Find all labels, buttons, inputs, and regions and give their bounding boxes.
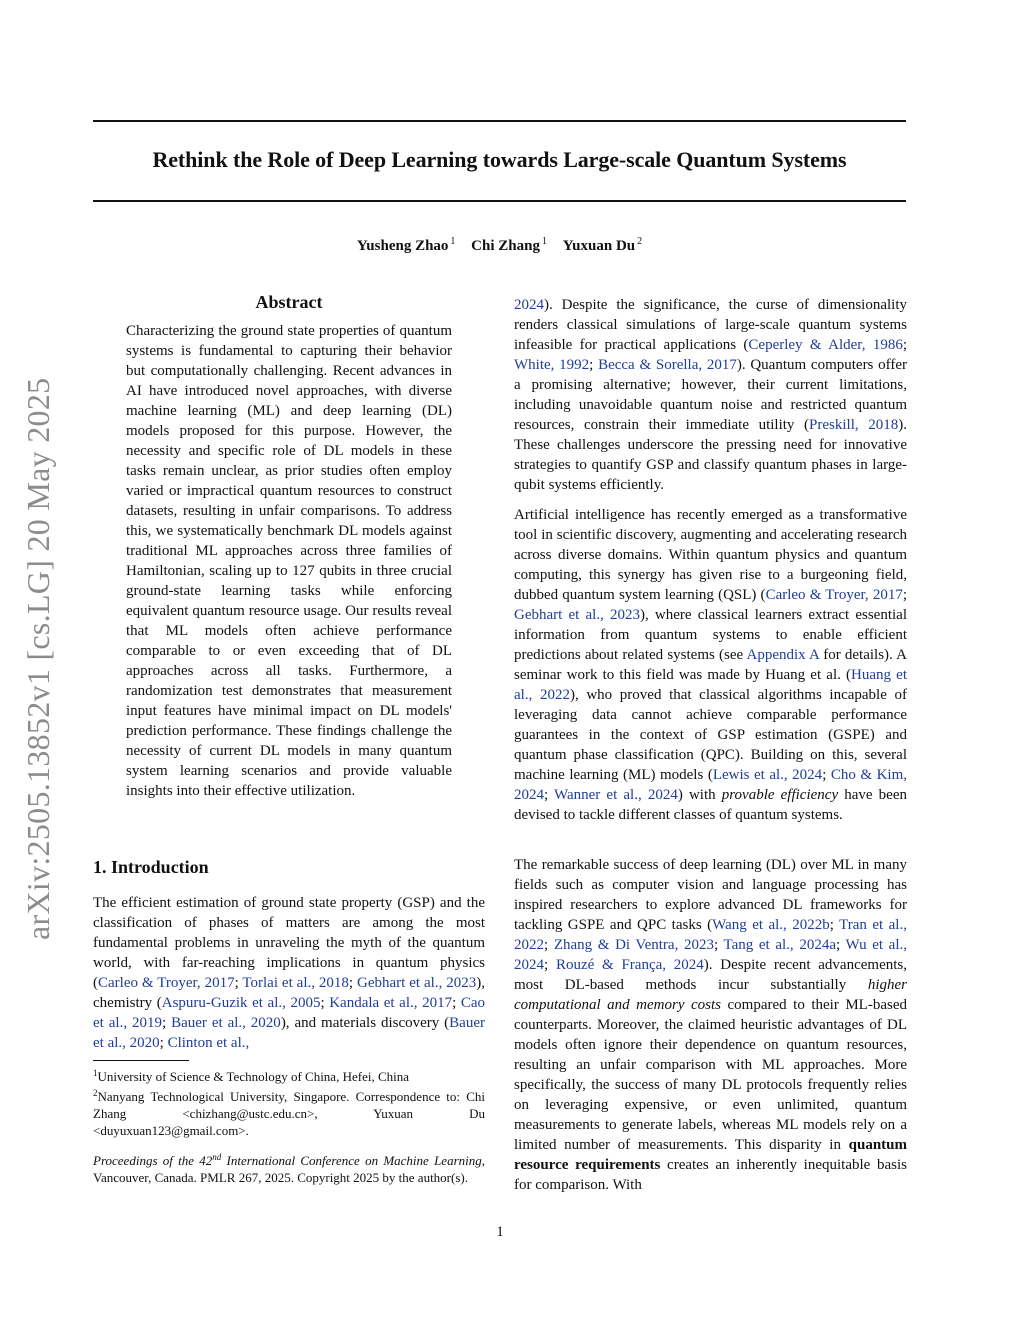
- introduction-paragraph-2: 2024). Despite the significance, the curse of dimensionality renders classical simulations of large-scale quantum systems infeasible for practical applications (Ceperley & Alder, 1986; White, 1992; Becca & Sorella, 2017). Quantum computers offer a promising alternative; however, their current limitations, including unavoidable quantum noise and restricted quantum resources, constrain their immediate utility (Preskill, 2018). These challenges underscore the pressing need for innovative strategies to quantify GSP and classify quantum phases in large-qubit systems efficiently.: [514, 297, 908, 493]
- abstract-text: Characterizing the ground state properties of quantum systems is fundamental to capturing their behavior but computationally challenging. Recent advances in AI have introduced novel approaches, with diverse machine learning (ML) and deep learning (DL) models proposed for this purpose. However, the necessity and specific role of DL models in these tasks remain unclear, as prior studies often employ varied or impractical quantum resources to construct datasets, resulting in unfair comparisons. To address this, we systematically benchmark DL models against traditional ML approaches across three families of Hamiltonian, scaling up to 127 qubits in three crucial ground-state learning tasks while enforcing equivalent quantum resource usage. Our results reveal that ML models often achieve performance comparable to or even exceeding that of DL approaches across all tasks. Furthermore, a randomization test demonstrates that measurement input features have minimal impact on DL models' prediction performance. These findings challenge the necessity of current DL models in many quantum system learning scenarios and provide valuable insights into their effective utilization.: [126, 323, 452, 799]
- citation-link[interactable]: Preskill, 2018: [809, 417, 899, 433]
- citation-link[interactable]: Carleo & Troyer, 2017: [98, 975, 235, 991]
- arxiv-identifier: arXiv:2505.13852v1 [cs.LG] 20 May 2025: [20, 377, 56, 940]
- appendix-link[interactable]: Appendix A: [746, 647, 820, 663]
- footnote-rule: [93, 1060, 189, 1061]
- citation-link[interactable]: Tang et al., 2024a: [723, 937, 836, 953]
- citation-link[interactable]: Kandala et al., 2017: [329, 995, 453, 1011]
- author-list: [93, 236, 906, 255]
- citation-link[interactable]: Bauer et al., 2020: [171, 1015, 281, 1031]
- introduction-paragraph-1: The efficient estimation of ground state property (GSP) and the classification of phases of matters are among the most fundamental problems in unraveling the myth of the quantum world, with far-reaching implications in quantum physics (Carleo & Troyer, 2017; Torlai et al., 2018; Gebhart et al., 2023), chemistry (Aspuru-Guzik et al., 2005; Kandala et al., 2017; Cao et al., 2019; Bauer et al., 2020), and materials discovery (Bauer et al., 2020; Clinton et al.,: [93, 895, 485, 1051]
- citation-link[interactable]: Zhang & Di Ventra, 2023: [553, 937, 714, 953]
- citation-link[interactable]: Aspuru-Guzik et al., 2005: [161, 995, 321, 1011]
- citation-link[interactable]: Tran et al., 2022: [514, 917, 907, 953]
- citation-link[interactable]: White, 1992: [514, 357, 590, 373]
- paper-title: Rethink the Role of Deep Learning towards Large-scale Quantum Systems: [152, 147, 847, 172]
- citation-link[interactable]: Bauer et al., 2020: [93, 1015, 485, 1051]
- citation-link[interactable]: Torlai et al., 2018: [242, 975, 349, 991]
- abstract-heading: Abstract: [255, 292, 323, 312]
- title-rule-top: [93, 120, 906, 122]
- citation-link[interactable]: Wang et al., 2022b: [712, 917, 830, 933]
- proceedings-note: Proceedings of the 42nd International Conference on Machine Learning, Vancouver, Canada. PMLR 267, 2025. Copyright 2025 by the author(s).: [93, 1152, 485, 1185]
- citation-link[interactable]: Wu et al., 2024: [514, 937, 907, 973]
- citation-link[interactable]: Gebhart et al., 2023: [357, 975, 477, 991]
- citation-link[interactable]: Carleo & Troyer, 2017: [765, 587, 903, 603]
- section-heading-introduction: 1. Introduction: [93, 857, 209, 877]
- citation-link[interactable]: 2024: [514, 297, 544, 313]
- citation-link[interactable]: Cho & Kim, 2024: [514, 767, 907, 803]
- citation-link[interactable]: Clinton et al.,: [167, 1035, 250, 1051]
- citation-link[interactable]: Huang et al., 2022: [514, 667, 907, 703]
- affiliation-footnotes: [93, 1065, 485, 1139]
- page-number: 1: [496, 1224, 504, 1240]
- citation-link[interactable]: Becca & Sorella, 2017: [598, 357, 737, 373]
- citation-link[interactable]: Ceperley & Alder, 1986: [748, 337, 903, 353]
- footnote-1: $^1$University of Science & Technology of China, Hefei, China: [93, 1068, 409, 1084]
- author-1: Yusheng Zhao $^1$: [356, 236, 456, 254]
- introduction-paragraph-3: Artificial intelligence has recently emerged as a transformative tool in scientific discovery, augmenting and accelerating research across diverse domains. Within quantum physics and quantum computing, this synergy has given rise to a burgeoning field, dubbed quantum system learning (QSL) (Carleo & Troyer, 2017; Gebhart et al., 2023), where classical learners extract essential information from quantum systems to enable efficient predictions about related systems (see Appendix A for details). A seminar work to this field was made by Huang et al. (Huang et al., 2022), who proved that classical algorithms incapable of leveraging data cannot achieve comparable performance guarantees in the context of GSP estimation (GSPE) and quantum phase classification (QPC). Building on this, several machine learning (ML) models (Lewis et al., 2024; Cho & Kim, 2024; Wanner et al., 2024) with provable efficiency have been devised to tackle different classes of quantum systems.: [514, 507, 908, 823]
- citation-link[interactable]: Rouzé & França, 2024: [555, 957, 704, 973]
- title-rule-bottom: [93, 200, 906, 202]
- author-3: Yuxuan Du $^2$: [562, 236, 643, 254]
- citation-link[interactable]: Lewis et al., 2024: [712, 767, 823, 783]
- author-2: Chi Zhang $^1$: [471, 236, 547, 254]
- citation-link[interactable]: Cao et al., 2019: [93, 995, 485, 1031]
- footnote-2: $^2$Nanyang Technological University, Singapore. Correspondence to: Chi Zhang <chizhang@ustc.edu.cn>, Yuxuan Du <duyuxuan123@gmail.com>.: [93, 1088, 485, 1138]
- introduction-paragraph-4: The remarkable success of deep learning (DL) over ML in many fields such as computer vision and language processing has inspired researchers to explore advanced DL frameworks for tackling GSPE and QPC tasks (Wang et al., 2022b; Tran et al., 2022; Zhang & Di Ventra, 2023; Tang et al., 2024a; Wu et al., 2024; Rouzé & França, 2024). Despite recent advancements, most DL-based methods incur substantially higher computational and memory costs compared to their ML-based counterparts. Moreover, the claimed heuristic advantages of DL models often ignore their dependence on quantum resources, resulting an unfair comparison with ML approaches. More specifically, the success of many DL protocols frequently relies on leveraging expensive, or even unlimited, quantum measurements to generate labels, whereas ML models rely on a limited number of measurements. This disparity in quantum resource requirements creates an inherently inequitable basis for comparison. With: [514, 857, 907, 1193]
- citation-link[interactable]: Gebhart et al., 2023: [514, 607, 640, 623]
- citation-link[interactable]: Wanner et al., 2024: [554, 787, 678, 803]
